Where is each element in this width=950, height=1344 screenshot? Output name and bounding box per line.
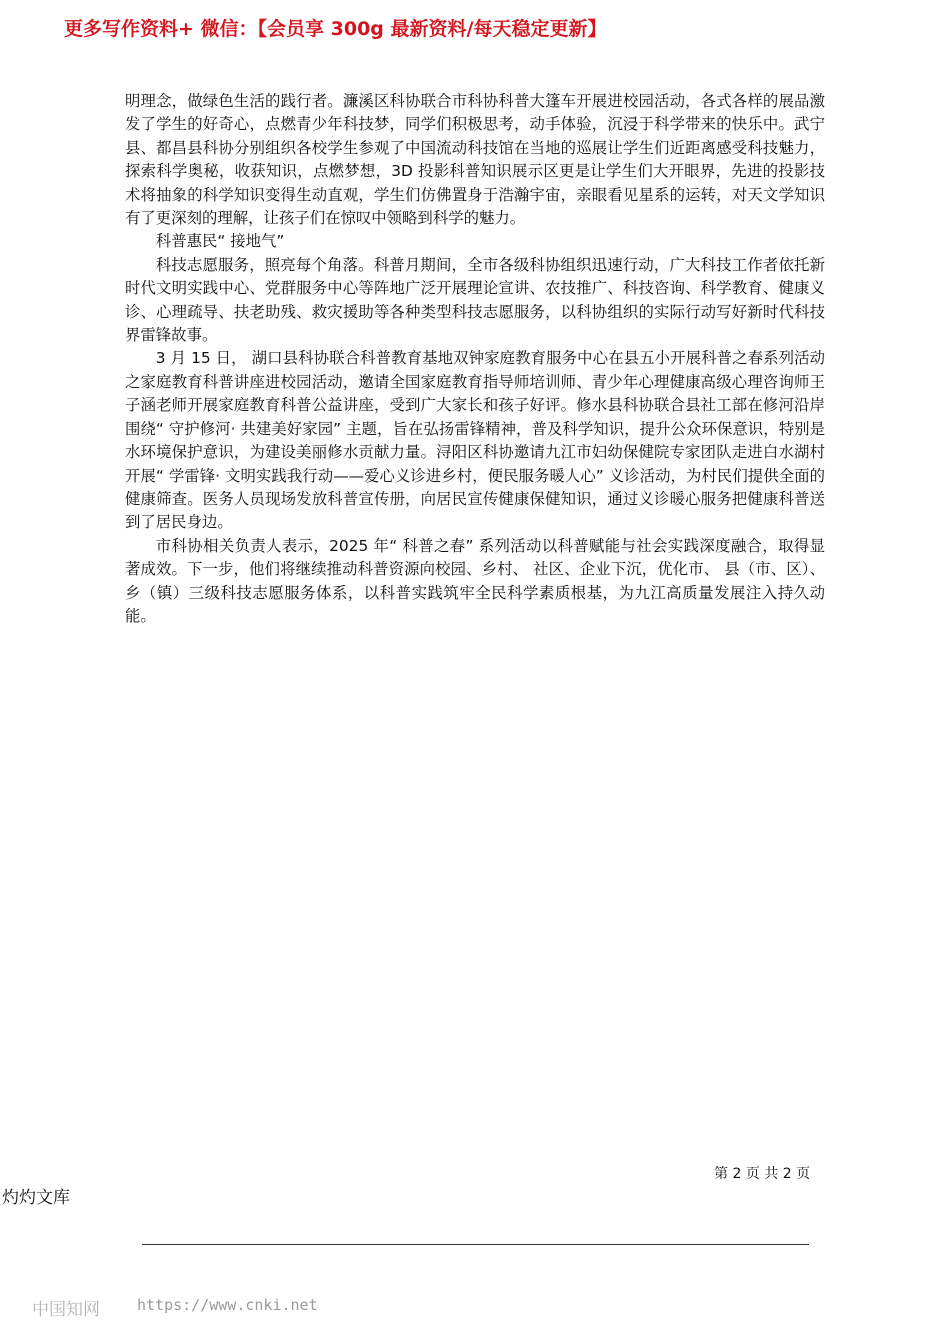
promo-banner: 更多写作资料+ 微信：【会员享 300g 最新资料/每天稳定更新】 [64,18,607,40]
watermark-url: https://www.cnki.net [137,1296,318,1314]
paragraph-continuation: 明理念，做绿色生活的践行者。濂溪区科协联合市科协科普大篷车开展进校园活动，各式各样的展品激发了学生的好奇心，点燃青少年科技梦，同学们积极思考，动手体验，沉浸于科学带来的快乐中。武宁县、都昌县科协分别组织各校学生参观了中国流动科技馆在当地的巡展让学生们近距离感受科技魅力，探索科学奥秘，收获知识，点燃梦想，3D 投影科普知识展示区更是让学生们大开眼界，先进的投影技术将抽象的科学知识变得生动直观，学生们仿佛置身于浩瀚宇宙，亲眼看见星系的运转，对天文学知识有了更深刻的理解，让孩子们在惊叹中领略到科学的魅力。 [125,92,825,228]
article-body [125,90,825,628]
footer-divider [142,1244,809,1245]
brand-label: 灼灼文库 [2,1188,70,1208]
page-number: 第 2 页 共 2 页 [714,1166,811,1182]
paragraph: 3 月 15 日， 湖口县科协联合科普教育基地双钟家庭教育服务中心在县五小开展科普之春系列活动之家庭教育科普讲座进校园活动，邀请全国家庭教育指导师培训师、青少年心理健康高级心理咨询师王子涵老师开展家庭教育科普公益讲座，受到广大家长和孩子好评。修水县科协联合县社工部在修河沿岸围绕“ 守护修河· 共建美好家园” 主题，旨在弘扬雷锋精神，普及科学知识，提升公众环保意识，特别是水环境保护意识，为建设美丽修水贡献力量。浔阳区科协邀请九江市妇幼保健院专家团队走进白水湖村开展“ 学雷锋· 文明实践我行动——爱心义诊进乡村，便民服务暖人心” 义诊活动，为村民们提供全面的健康筛查。医务人员现场发放科普宣传册，向居民宣传健康保健知识，通过义诊暖心服务把健康科普送到了居民身边。 [125,349,825,532]
paragraph: 市科协相关负责人表示，2025 年“ 科普之春” 系列活动以科普赋能与社会实践深度融合，取得显著成效。下一步，他们将继续推动科普资源向校园、乡村、 社区、企业下沉，优化市、 县（市、区）、乡（镇）三级科技志愿服务体系，以科普实践筑牢全民科学素质根基，为九江高质量发展注入持久动能。 [125,536,825,625]
section-heading: 科普惠民“ 接地气” [155,232,285,251]
watermark-name: 中国知网 [32,1300,100,1320]
paragraph: 科技志愿服务，照亮每个角落。科普月期间，全市各级科协组织迅速行动，广大科技工作者依托新时代文明实践中心、党群服务中心等阵地广泛开展理论宣讲、农技推广、科技咨询、科学教育、健康义诊、心理疏导、扶老助残、救灾援助等各种类型科技志愿服务，以科协组织的实际行动写好新时代科技界雷锋故事。 [125,255,825,345]
